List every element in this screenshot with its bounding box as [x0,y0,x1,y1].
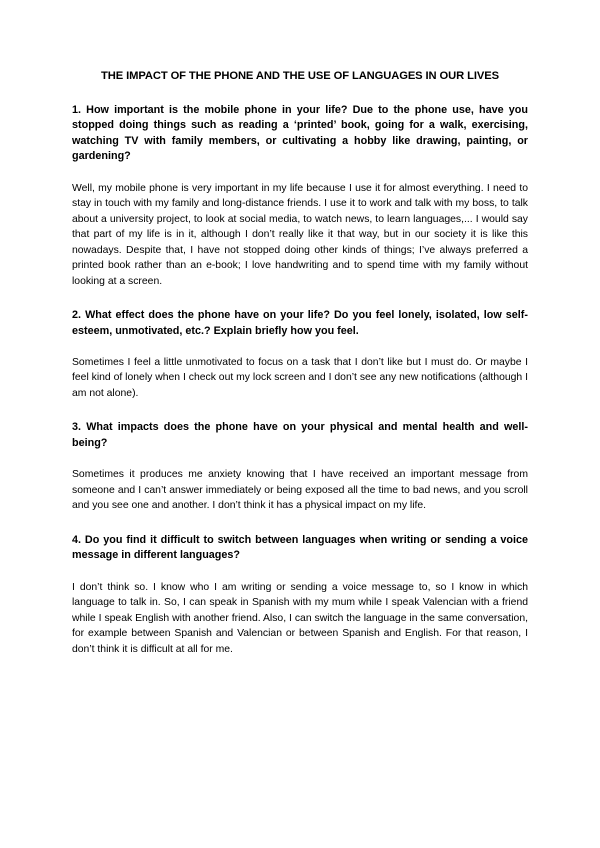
question-2: 2. What effect does the phone have on your life? Do you feel lonely, isolated, low self-esteem, unmotivated, etc.? Explain briefly how you feel. [72,309,528,337]
answer-3: Sometimes it produces me anxiety knowing that I have received an important message from someone and I can’t answer immediately or being exposed all the time to bad news, and you scroll and you see one and another. I don’t think it has a physical impact on my life. [72,469,528,512]
question-4: 4. Do you find it difficult to switch between languages when writing or sending a voice message in different languages? [72,533,528,562]
question-3: 3. What impacts does the phone have on your physical and mental health and well-being? [72,421,528,449]
document-page [72,68,528,676]
document-title: THE IMPACT OF THE PHONE AND THE USE OF LANGUAGES IN OUR LIVES [101,70,499,82]
section-4 [72,533,528,657]
answer-4: I don’t think so. I know who I am writing or sending a voice message to, so I know in which language to talk in. So, I can speak in Spanish with my mum while I speak Valencian with a friend while I speak English with another friend. Also, I can switch the language in the same conversation, for example between Spanish and Valencian or between Spanish and English. For that reason, I don’t think it is difficult at all for me. [72,581,528,655]
answer-2: Sometimes I feel a little unmotivated to focus on a task that I don’t like but I must do. Or maybe I feel kind of lonely when I check out my lock screen and I don’t see any new notifications (although I am not alone). [72,356,528,399]
question-1: 1. How important is the mobile phone in your life? Due to the phone use, have you stopped doing things such as reading a ‘printed’ book, going for a walk, exercising, watching TV with family members, or cultivating a hobby like drawing, painting, or gardening? [72,104,528,163]
section-3 [72,420,528,513]
answer-1: Well, my mobile phone is very important in my life because I use it for almost everything. I need to stay in touch with my family and long-distance friends. I use it to work and talk with my boss, to talk about a university project, to look at social media, to watch news, to learn languages,... I would say that part of my life is in it, although I don’t really like it that way, but in our society it is like this nowadays. Despite that, I have not stopped doing other kinds of things; I’ve always preferred a printed book rather than an e-book; I love handwriting and to spend time with my family without looking at a screen. [72,182,528,287]
section-2 [72,308,528,401]
section-1 [72,103,528,289]
